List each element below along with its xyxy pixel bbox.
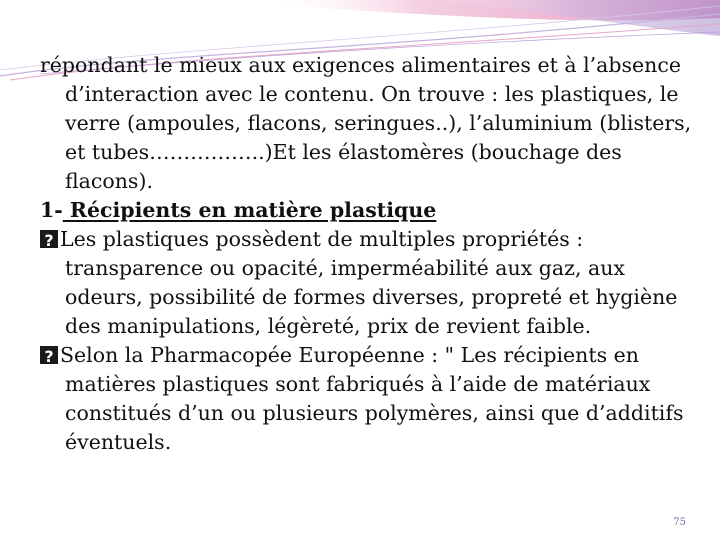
- section-heading-number: 1-: [40, 198, 63, 222]
- section-heading-title: Récipients en matière plastique: [62, 198, 437, 222]
- bullet-text: Selon la Pharmacopée Européenne : " Les récipients en matières plastiques sont fabriqués à l’aide de matériaux constitués d’un ou plusieurs polymères, ainsi que d’additifs éventuels.: [60, 343, 684, 454]
- intro-paragraph: répondant le mieux aux exigences alimentaires et à l’absence d’interaction avec le contenu. On trouve : les plastiques, le verre (ampoules, flacons, seringues..), l’aluminium (blisters, et tubes……………..)Et les élastomères (bouchage des flacons).: [40, 53, 692, 193]
- slide-number: 75: [673, 517, 686, 528]
- replacement-glyph-icon: [40, 230, 58, 248]
- section-heading: [40, 196, 708, 225]
- replacement-glyph-icon: [40, 346, 58, 364]
- bullet-item: [40, 225, 708, 341]
- slide-body: [40, 51, 708, 457]
- bullet-item: [40, 341, 708, 457]
- bullet-text: Les plastiques possèdent de multiples propriétés : transparence ou opacité, imperméabilité aux gaz, aux odeurs, possibilité de formes diverses, propreté et hygiène des manipulations, légèreté, prix de revient faible.: [60, 227, 678, 338]
